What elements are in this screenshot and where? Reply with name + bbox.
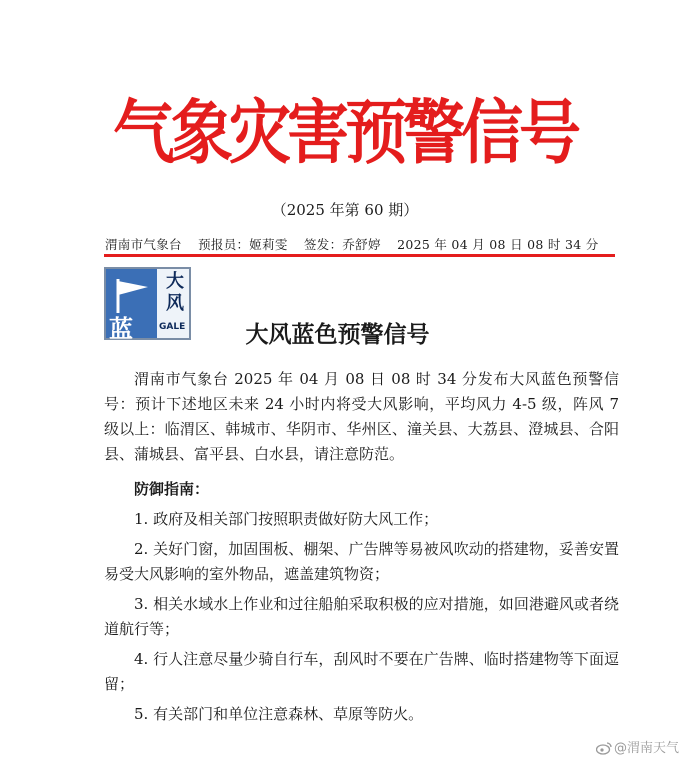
meta-line — [105, 235, 625, 253]
guide-item: 3. 相关水域水上作业和过往船舶采取积极的应对措施，如回港避风或者绕道航行等； — [104, 595, 619, 638]
watermark-text: @渭南天气 — [614, 741, 680, 756]
weibo-icon — [596, 741, 612, 755]
guide-title: 防御指南： — [134, 480, 210, 498]
guide-item: 2. 关好门窗，加固围板、棚架、广告牌等易被风吹动的搭建物，妥善安置易受大风影响的室外物品，遮盖建筑物资； — [104, 540, 619, 583]
station-name: 渭南市气象台 — [105, 237, 182, 252]
issue-number: （2025 年第 60 期） — [271, 201, 419, 219]
gale-blue-signal-icon — [104, 267, 191, 343]
document-masthead: 气象灾害预警信号 — [112, 91, 577, 174]
forecaster: 预报员：姬莉雯 — [198, 237, 288, 252]
guide-item: 5. 有关部门和单位注意森林、草原等防火。 — [134, 705, 424, 723]
issuer: 签发：乔舒婷 — [303, 237, 381, 252]
signal-english-label: GALE — [159, 322, 186, 332]
guide-list — [104, 507, 619, 732]
weibo-watermark — [596, 737, 679, 756]
guide-item: 1. 政府及相关部门按照职责做好防大风工作； — [134, 510, 439, 528]
issue-datetime: 2025 年 04 月 08 日 08 时 34 分 — [397, 237, 599, 252]
signal-level-char: 蓝 — [109, 315, 133, 343]
warning-body: 渭南市气象台 2025 年 04 月 08 日 08 时 34 分发布大风蓝色预警信号：预计下述地区未来 24 小时内将受大风影响，平均风力 4-5 级，阵风 7 级以上：临渭区、韩城市、华阴市、华州区、潼关县、大荔县、澄城县、合阳县、蒲城县、富平县、白水县，请注意防范。 — [104, 370, 619, 463]
signal-type-chars: 大风 — [166, 271, 184, 314]
red-divider — [104, 254, 615, 257]
warning-heading: 大风蓝色预警信号 — [245, 322, 430, 348]
guide-item: 4. 行人注意尽量少骑自行车，刮风时不要在广告牌、临时搭建物等下面逗留； — [104, 650, 619, 693]
